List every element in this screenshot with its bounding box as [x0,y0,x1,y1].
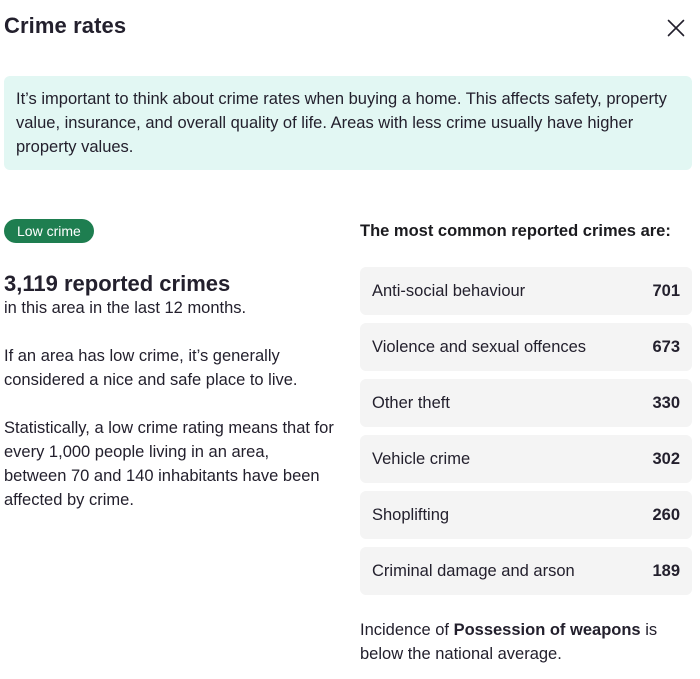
crime-count: 260 [652,505,680,524]
list-item [360,435,692,483]
dialog-title: Crime rates [4,13,127,38]
reported-crimes-headline: 3,119 reported crimes [4,271,231,296]
crime-type-label: Violence and sexual offences [372,337,587,356]
crime-count: 673 [652,337,680,356]
common-crimes-heading: The most common reported crimes are: [360,222,671,240]
crime-count: 302 [652,449,680,468]
crime-type-label: Criminal damage and arson [372,561,575,580]
crime-count: 189 [652,561,680,580]
crime-type-label: Shoplifting [372,505,450,524]
footnote-highlight: Possession of weapons [453,621,641,639]
reported-crimes-subline: in this area in the last 12 months. [4,299,247,317]
list-item [360,379,692,427]
crime-type-label: Other theft [372,393,450,412]
footnote-prefix: Incidence of [360,621,454,639]
list-item [360,491,692,539]
crime-type-label: Vehicle crime [372,449,471,468]
crime-level-badge: Low crime [4,219,94,243]
info-text: It’s important to think about crime rates when buying a home. This affects safety, property value, insurance, and overall quality of life. Areas with less crime usually have higher property values. [16,90,667,156]
common-crimes-list [360,267,692,603]
info-box [4,76,692,170]
footnote-suffix: is below the national average. [360,621,658,663]
list-item [360,267,692,315]
low-crime-explanation: If an area has low crime, it’s generally considered a nice and safe place to live. [4,347,298,389]
crime-summary [4,270,334,512]
list-item [360,323,692,371]
weapons-footnote [360,618,680,666]
crime-count: 701 [652,281,680,300]
crime-count: 330 [652,393,680,412]
statistics-explanation: Statistically, a low crime rating means that for every 1,000 people living in an area, between 70 and 140 inhabitants have been affected by crime. [4,419,334,509]
close-button[interactable] [662,14,690,42]
close-icon [667,19,685,37]
crime-type-label: Anti-social behaviour [372,281,526,300]
list-item [360,547,692,595]
